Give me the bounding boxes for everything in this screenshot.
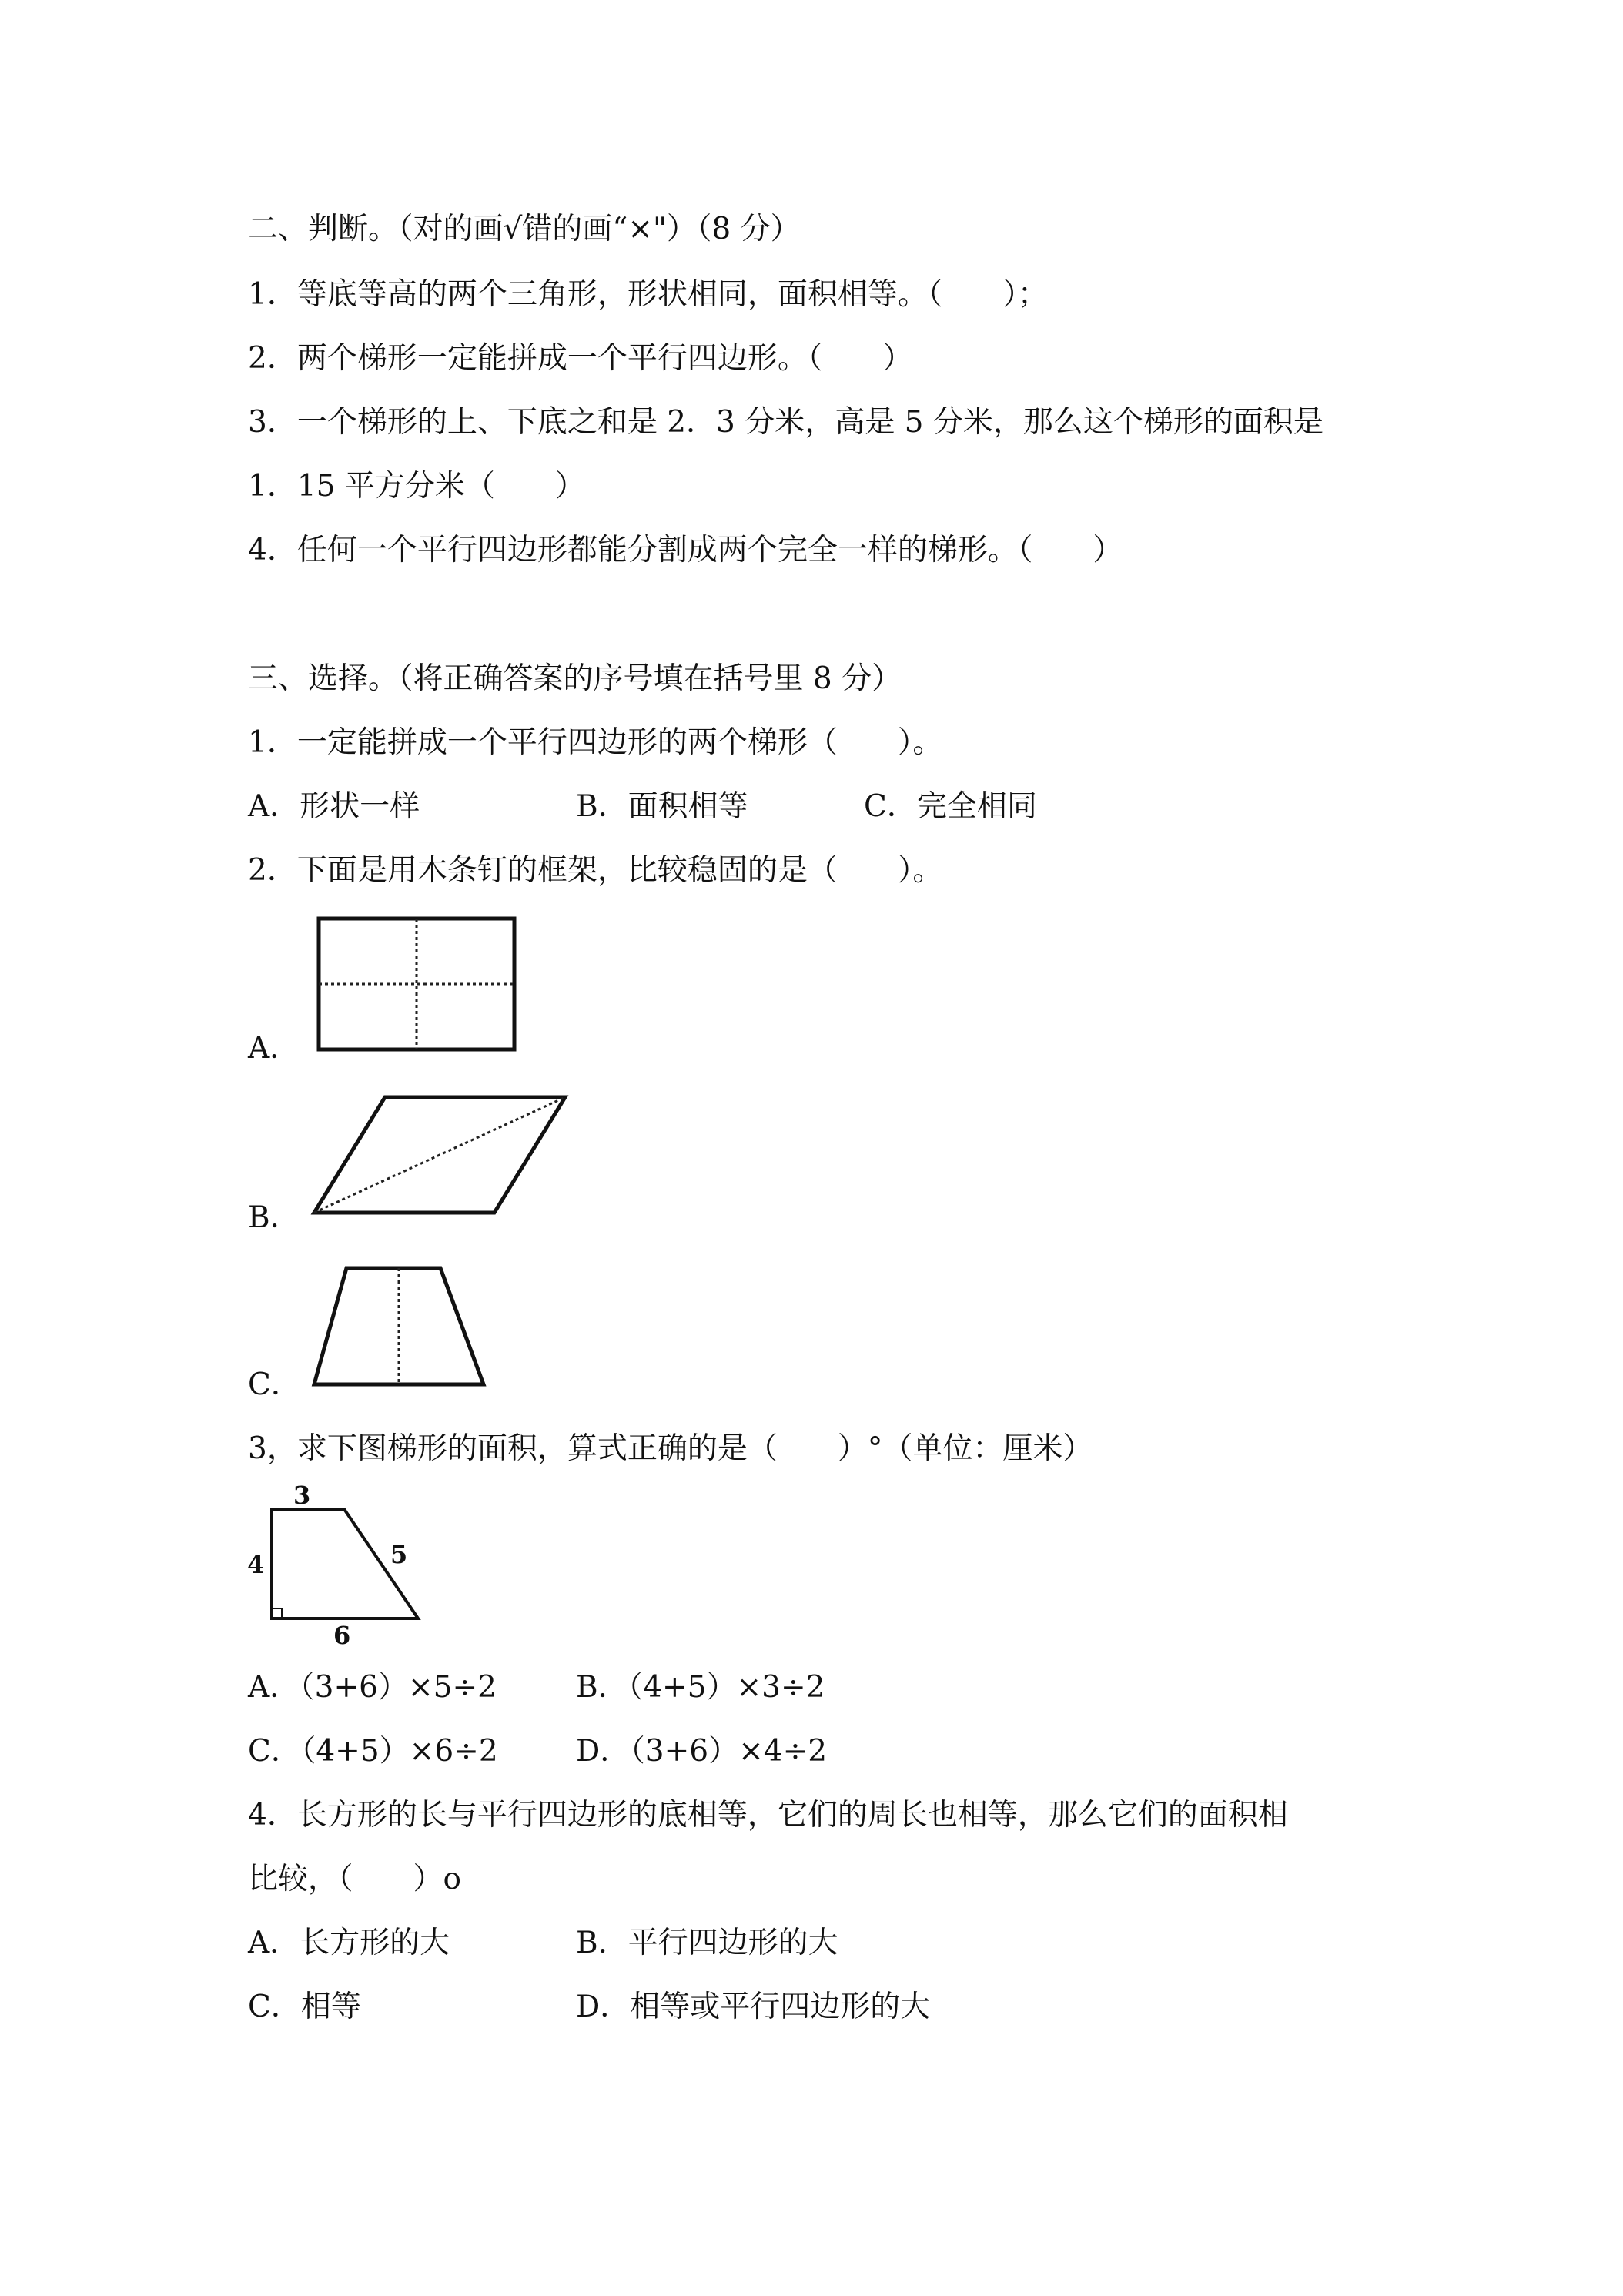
section2-heading: 二、判断。（对的画√错的画“×"）（8 分）: [248, 212, 801, 246]
judge-item-4: 4．任何一个平行四边形都能分割成两个完全一样的梯形。（ ）: [248, 533, 1123, 567]
choice-q1-option-a: A．形状一样: [248, 789, 420, 824]
choice-q2-stem: 2．下面是用木条钉的框架，比较稳固的是（ ）。: [248, 853, 943, 888]
section3-heading: 三、选择。（将正确答案的序号填在括号里 8 分）: [248, 661, 902, 696]
slant-side-label: 5: [390, 1540, 408, 1569]
choice-q1-option-c: C．完全相同: [864, 789, 1037, 824]
right-trapezoid-figure: [243, 1482, 435, 1648]
figure-b-label: B．: [248, 1200, 300, 1235]
choice-q4-option-c: C．相等: [248, 1990, 361, 2024]
trapezoid-frame-figure: [308, 1259, 493, 1394]
choice-q4-option-a: A．长方形的大: [248, 1926, 450, 1960]
judge-item-3: 3．一个梯形的上、下底之和是 2．3 分米，高是 5 分米，那么这个梯形的面积是: [248, 405, 1323, 440]
rectangle-frame-figure: [308, 912, 524, 1059]
figure-c-label: C．: [248, 1367, 301, 1402]
figure-a-label: A．: [248, 1031, 300, 1066]
choice-q1-stem: 1．一定能拼成一个平行四边形的两个梯形（ ）。: [248, 725, 943, 760]
judge-item-1: 1．等底等高的两个三角形，形状相同，面积相等。（ ）；: [248, 277, 1048, 312]
judge-item-3-continued: 1．15 平方分米（ ）: [248, 469, 585, 504]
choice-q4-option-b: B．平行四边形的大: [576, 1926, 838, 1960]
judge-item-2: 2．两个梯形一定能拼成一个平行四边形。（ ）: [248, 341, 913, 376]
bottom-base-label: 6: [333, 1621, 351, 1648]
choice-q3-stem: 3，求下图梯形的面积，算式正确的是（ ）°（单位：厘米）: [248, 1431, 1093, 1466]
parallelogram-frame-figure: [308, 1086, 577, 1228]
height-label: 4: [247, 1550, 265, 1579]
choice-q4-stem-line1: 4．长方形的长与平行四边形的底相等，它们的周长也相等，那么它们的面积相: [248, 1798, 1288, 1832]
choice-q3-option-b: B．（4+5）×3÷2: [576, 1670, 825, 1705]
top-base-label: 3: [293, 1482, 311, 1510]
choice-q3-option-c: C．（4+5）×6÷2: [248, 1734, 498, 1769]
choice-q4-stem-line2: 比较，（ ）o: [248, 1862, 461, 1896]
choice-q4-option-d: D．相等或平行四边形的大: [576, 1990, 931, 2024]
choice-q3-option-d: D．（3+6）×4÷2: [576, 1734, 828, 1769]
choice-q3-option-a: A．（3+6）×5÷2: [248, 1670, 497, 1705]
choice-q1-option-b: B．面积相等: [576, 789, 748, 824]
